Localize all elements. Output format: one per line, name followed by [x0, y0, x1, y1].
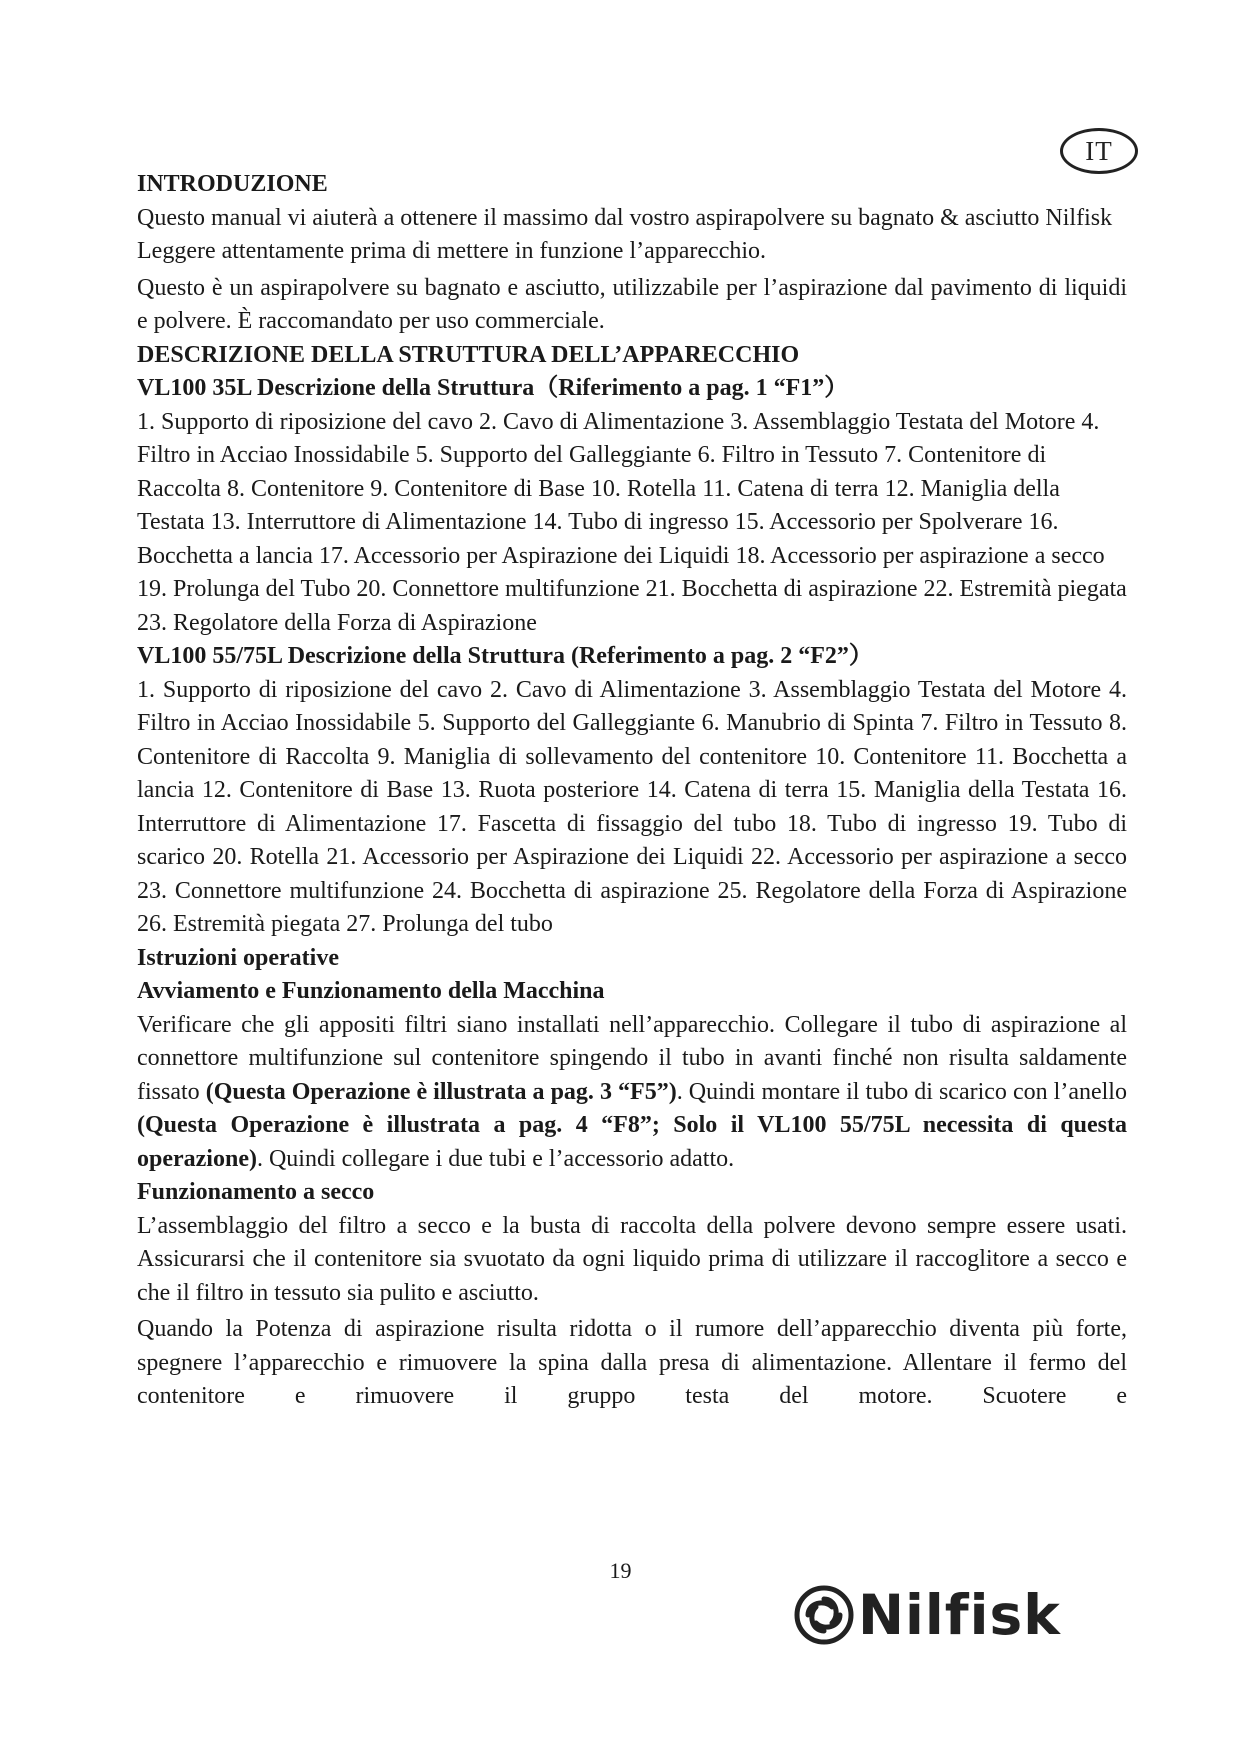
intro-paragraph-3: Questo è un aspirapolvere su bagnato e asciutto, utilizzabile per l’aspirazione dal pavimento di liquidi e polvere. È raccomandato per uso commerciale. [137, 274, 1127, 334]
vl35-heading: VL100 35L Descrizione della Struttura（Riferimento a pag. 1 “F1”） [137, 375, 849, 401]
dry-paragraph-1: L’assemblaggio del filtro a secco e la busta di raccolta della polvere devono sempre essere usati. Assicurarsi che il contenitore sia svuotato da ogni liquido prima di utilizzare il raccoglitore a secco e che il filtro in tessuto sia pulito e asciutto. [137, 1212, 1127, 1306]
document-body [137, 168, 1127, 1414]
startup-paragraph [137, 1009, 1127, 1177]
page-number: 19 [609, 1558, 632, 1583]
dry-paragraph-2: Quando la Potenza di aspirazione risulta ridotta o il rumore dell’apparecchio diventa più forte, spegnere l’apparecchio e rimuovere la spina dalla presa di alimentazione. Allentare il fermo del contenitore e rimuovere il gruppo testa del motore. Scuotere e [137, 1316, 1127, 1409]
language-badge: IT [1060, 128, 1138, 174]
nilfisk-logo [794, 1580, 1061, 1650]
startup-ref-f8: (Questa Operazione è illustrata a pag. 4 “F8”; Solo il VL100 55/75L necessita di questa operazione) [137, 1112, 1127, 1172]
startup-text-1: Verificare che gli appositi filtri siano installati nell’apparecchio. Collegare il tubo di aspirazione al connettore multifunzione sul contenitore spingendo il tubo in avanti finché non risulta saldamente fissato [137, 1011, 1127, 1105]
operating-instructions-heading: Istruzioni operative [137, 944, 339, 971]
intro-paragraph-2: Leggere attentamente prima di mettere in funzione l’apparecchio. [137, 238, 767, 264]
startup-ref-f5: (Questa Operazione è illustrata a pag. 3 “F5”) [205, 1078, 677, 1105]
brand-name: Nilfisk [858, 1583, 1061, 1647]
vl35-parts-list: 1. Supporto di riposizione del cavo 2. Cavo di Alimentazione 3. Assemblaggio Testata del Motore 4. Filtro in Acciao Inossidabile 5. Supporto del Galleggiante 6. Filtro in Tessuto 7. Contenitore di Raccolta 8. Contenitore 9. Contenitore di Base 10. Rotella 11. Catena di terra 12. Maniglia della Testata 13. Interruttore di Alimentazione 14. Tubo di ingresso 15. Accessorio per Spolverare 16. Bocchetta a lancia 17. Accessorio per Aspirazione dei Liquidi 18. Accessorio per aspirazione a secco 19. Prolunga del Tubo 20. Connettore multifunzione 21. Bocchetta di aspirazione 22. Estremità piegata 23. Regolatore della Forza di Aspirazione [137, 408, 1127, 636]
intro-heading: INTRODUZIONE [137, 171, 328, 197]
startup-heading: Avviamento e Funzionamento della Macchina [137, 978, 605, 1004]
startup-text-3: . Quindi collegare i due tubi e l’accessorio adatto. [256, 1145, 735, 1172]
vl55-heading: VL100 55/75L Descrizione della Struttura (Referimento a pag. 2 “F2”） [137, 643, 873, 669]
startup-text-2: . Quindi montare il tubo di scarico con l’anello [676, 1078, 1127, 1105]
nilfisk-swirl-icon [794, 1585, 854, 1645]
dry-operation-heading: Funzionamento a secco [137, 1179, 375, 1205]
intro-paragraph-1: Questo manual vi aiuterà a ottenere il massimo dal vostro aspirapolvere su bagnato & asciutto Nilfisk [137, 204, 1113, 231]
vl55-parts-list: 1. Supporto di riposizione del cavo 2. Cavo di Alimentazione 3. Assemblaggio Testata del Motore 4. Filtro in Acciao Inossidabile 5. Supporto del Galleggiante 6. Manubrio di Spinta 7. Filtro in Tessuto 8. Contenitore di Raccolta 9. Maniglia di sollevamento del contenitore 10. Contenitore 11. Bocchetta a lancia 12. Contenitore di Base 13. Ruota posteriore 14. Catena di terra 15. Maniglia della Testata 16. Interruttore di Alimentazione 17. Fascetta di fissaggio del tubo 18. Tubo di ingresso 19. Tubo di scarico 20. Rotella 21. Accessorio per Aspirazione dei Liquidi 22. Accessorio per aspirazione a secco 23. Connettore multifunzione 24. Bocchetta di aspirazione 25. Regolatore della Forza di Aspirazione 26. Estremità piegata 27. Prolunga del tubo [137, 676, 1127, 937]
structure-heading: DESCRIZIONE DELLA STRUTTURA DELL’APPARECCHIO [137, 341, 800, 368]
